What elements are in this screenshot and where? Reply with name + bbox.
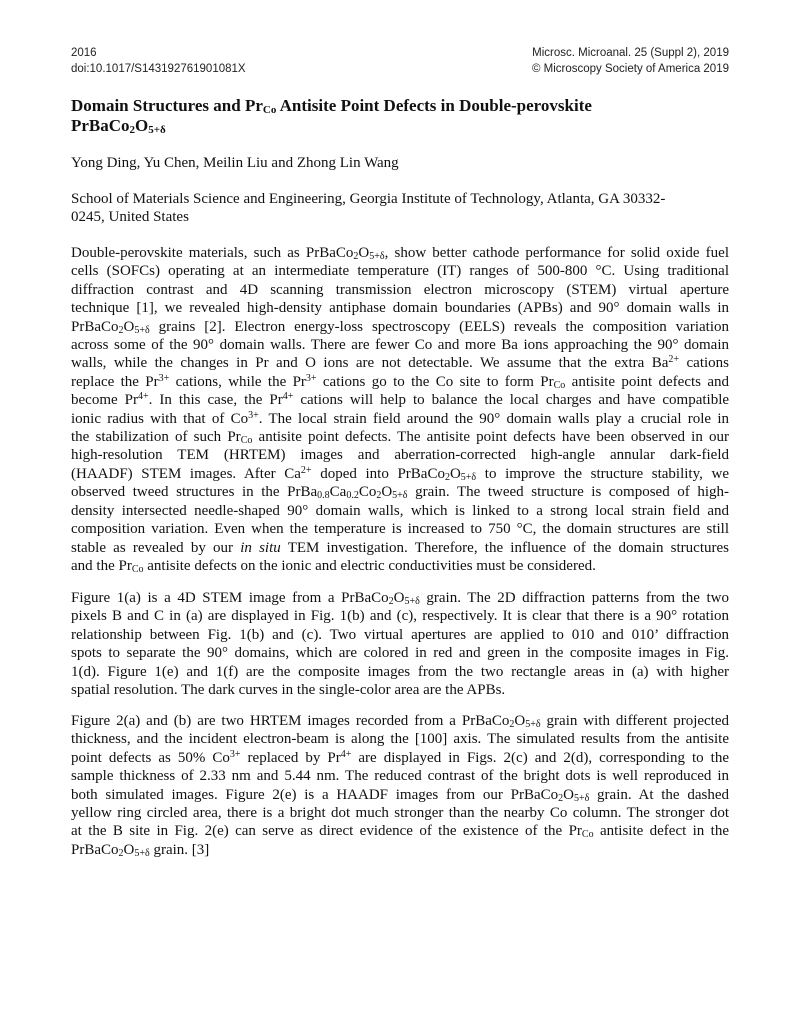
page-number: 2016 [71, 47, 97, 59]
header-left [71, 45, 246, 77]
affiliation: School of Materials Science and Engineering, Georgia Institute of Technology, Atlanta, GA 30332- 0245, United States [71, 191, 666, 226]
paragraph-3: Figure 2(a) and (b) are two HRTEM images recorded from a $PrBaCo_2O_{5+\delta}$ grain with different projected thickness, and the incident electron-beam is along the [100] axis. The simulated results from the antisite point defects as 50% $Co^{3+}$ replaced by $Pr^{4+}$ are displayed in Figs. 2(c) and 2(d), corresponding to the sample thickness of 2.33 nm and 5.44 nm. The reduced contrast of the bright dots is well reproduced in both simulated images. Figure 2(e) is a HAADF images from our $PrBaCo_2O_{5+\delta}$ grain. At the dashed yellow ring circled area, there is a bright dot much stronger than the nearby Co column. The stronger dot at the B site in Fig. 2(e) can serve as direct evidence of the existence of the $Pr_{Co}$ antisite defect in the $PrBaCo_2O_{5+\delta}$ grain. [3] [71, 713, 729, 859]
copyright: © Microscopy Society of America 2019 [531, 63, 729, 75]
authors: Yong Ding, Yu Chen, Meilin Liu and Zhong Lin Wang [71, 155, 399, 171]
paragraph-1: Double-perovskite materials, such as $PrBaCo_2O_{5+\delta}$, show better cathode performance for solid oxide fuel cells (SOFCs) operating at an intermediate temperature (IT) ranges of 500-800 °C. Using traditional diffraction contrast and 4D scanning transmission electron microscopy (STEM) virtual aperture technique [1], we revealed high-density antiphase domain boundaries (APBs) and 90° domain walls in $PrBaCo_2O_{5+\delta}$ grains [2]. Electron energy-loss spectroscopy (EELS) reveals the composition variation across some of the 90° domain walls. There are fewer Co and more Ba ions approaching the 90° domain walls, while the changes in Pr and O ions are not detectable. We assume that the extra $Ba^{2+}$ cations replace the $Pr^{3+}$ cations, while the $Pr^{3+}$ cations go to the Co site to form $Pr_{Co}$ antisite point defects and become $Pr^{4+}$. In this case, the $Pr^{4+}$ cations will help to balance the local charges and have compatible ionic radius with that of $Co^{3+}$. The local strain field around the 90° domain walls play a crucial role in the stabilization of such $Pr_{Co}$ antisite point defects. The antisite point defects have been observed in our high-resolution TEM (HRTEM) images and aberration-corrected high-angle annular dark-field (HAADF) STEM images. After $Ca^{2+}$ doped into $PrBaCo_2O_{5+\delta}$ to improve the structure stability, we observed tweed structures in the $PrBa_{0.8}Ca_{0.2}Co_2O_{5+\delta}$ grain. The tweed structure is composed of high- density intersected needle-shaped 90° domain walls, which is linked to a strong local strain field and composition variation. Even when the temperature is increased to 750 °C, the domain structures are still stable as revealed by our in situ TEM investigation. Therefore, the influence of the domain structures and the $Pr_{Co}$ antisite defects on the ionic and electric conductivities must be considered. [71, 245, 730, 575]
paper-title: Domain Structures and $Pr_{Co}$ Antisite Point Defects in Double-perovskite $PrBaCo_2O_{5+\delta}$ [71, 96, 592, 136]
journal-citation: Microsc. Microanal. 25 (Suppl 2), 2019 [532, 47, 729, 59]
doi: doi:10.1017/S143192761901081X [71, 63, 246, 75]
paragraph-2: Figure 1(a) is a 4D STEM image from a $PrBaCo_2O_{5+\delta}$ grain. The 2D diffraction patterns from the two pixels B and C in (a) are displayed in Fig. 1(b) and (c), respectively. It is clear that there is a 90° rotation relationship between Fig. 1(b) and (c). Two virtual apertures are applied to 010 and 010’ diffraction spots to separate the 90° domains, which are colored in red and green in the composite images in Fig. 1(d). Figure 1(e) and 1(f) are the composite images from the two rectangle areas in (a) with higher spatial resolution. The dark curves in the single-color area are the APBs. [71, 590, 729, 699]
header-right [532, 45, 729, 77]
